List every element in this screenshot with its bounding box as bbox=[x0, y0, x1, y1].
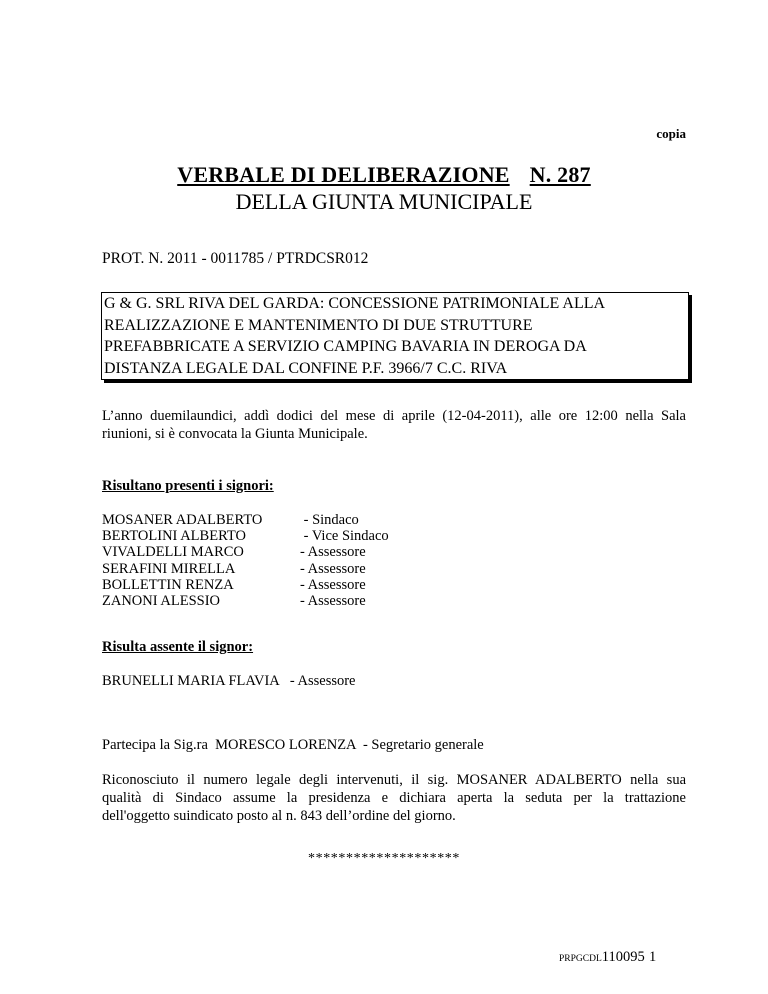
member-row bbox=[102, 528, 389, 544]
title-number: N. 287 bbox=[529, 162, 591, 187]
secretary-line: Partecipa la Sig.ra MORESCO LORENZA - Segretario generale bbox=[102, 737, 484, 753]
member-name: BERTOLINI ALBERTO bbox=[102, 528, 246, 545]
code-number: 110095 bbox=[601, 949, 645, 965]
document-subtitle: DELLA GIUNTA MUNICIPALE bbox=[235, 189, 533, 214]
document-title bbox=[0, 162, 768, 188]
copia-label: copia bbox=[656, 126, 686, 141]
member-role: - Assessore bbox=[300, 544, 366, 561]
intro-paragraph bbox=[102, 407, 686, 443]
member-row bbox=[102, 512, 389, 528]
title-main: VERBALE DI DELIBERAZIONE bbox=[177, 162, 510, 187]
member-name: SERAFINI MIRELLA bbox=[102, 560, 236, 577]
subject-line: REALIZZAZIONE E MANTENIMENTO DI DUE STRUTTURE bbox=[104, 316, 533, 334]
member-row bbox=[102, 561, 389, 577]
member-name: BOLLETTIN RENZA bbox=[102, 576, 234, 593]
page-number: 1 bbox=[649, 949, 657, 965]
member-role: - Vice Sindaco bbox=[300, 528, 389, 545]
absent-heading: Risulta assente il signor: bbox=[102, 639, 254, 655]
member-role: - Assessore bbox=[300, 593, 366, 610]
absent-name: BRUNELLI MARIA FLAVIA bbox=[102, 673, 279, 689]
member-role: - Assessore bbox=[300, 560, 366, 577]
member-row bbox=[102, 577, 389, 593]
absent-member bbox=[102, 673, 356, 690]
subject-line: DISTANZA LEGALE DAL CONFINE P.F. 3966/7 C.C. RIVA bbox=[104, 359, 508, 377]
member-role: - Assessore bbox=[300, 576, 366, 593]
present-heading: Risultano presenti i signori: bbox=[102, 478, 274, 494]
intro-line: L’anno duemilaundici, addì dodici del mese di aprile (12-04-2011), alle ore 12:00 nella Sala bbox=[102, 408, 686, 424]
member-name: ZANONI ALESSIO bbox=[102, 593, 221, 610]
closing-line: Riconosciuto il numero legale degli intervenuti, il sig. MOSANER ADALBERTO nella sua bbox=[102, 772, 686, 788]
subject-box bbox=[101, 292, 689, 380]
member-name: MOSANER ADALBERTO bbox=[102, 512, 263, 528]
closing-paragraph bbox=[102, 771, 686, 825]
member-row bbox=[102, 593, 389, 609]
absent-role: - Assessore bbox=[289, 673, 356, 689]
closing-line: qualità di Sindaco assume la presidenza e dichiara aperta la seduta per la trattazione bbox=[102, 790, 686, 806]
member-row bbox=[102, 544, 389, 560]
subject-line: PREFABBRICATE A SERVIZIO CAMPING BAVARIA IN DEROGA DA bbox=[104, 338, 587, 355]
separator-stars: ******************** bbox=[308, 851, 460, 866]
code-prefix: PRPGCDL bbox=[559, 954, 602, 964]
intro-line: riunioni, si è convocata la Giunta Municipale. bbox=[102, 426, 368, 442]
member-role: - Sindaco bbox=[300, 512, 359, 528]
protocol-number: PROT. N. 2011 - 0011785 / PTRDCSR012 bbox=[102, 250, 369, 267]
document-code bbox=[559, 949, 645, 966]
present-members-list bbox=[102, 512, 389, 609]
closing-line: dell'oggetto suindicato posto al n. 843 dell’ordine del giorno. bbox=[102, 808, 456, 824]
subject-line: G & G. SRL RIVA DEL GARDA: CONCESSIONE PATRIMONIALE ALLA bbox=[104, 295, 606, 312]
member-name: VIVALDELLI MARCO bbox=[102, 544, 244, 561]
